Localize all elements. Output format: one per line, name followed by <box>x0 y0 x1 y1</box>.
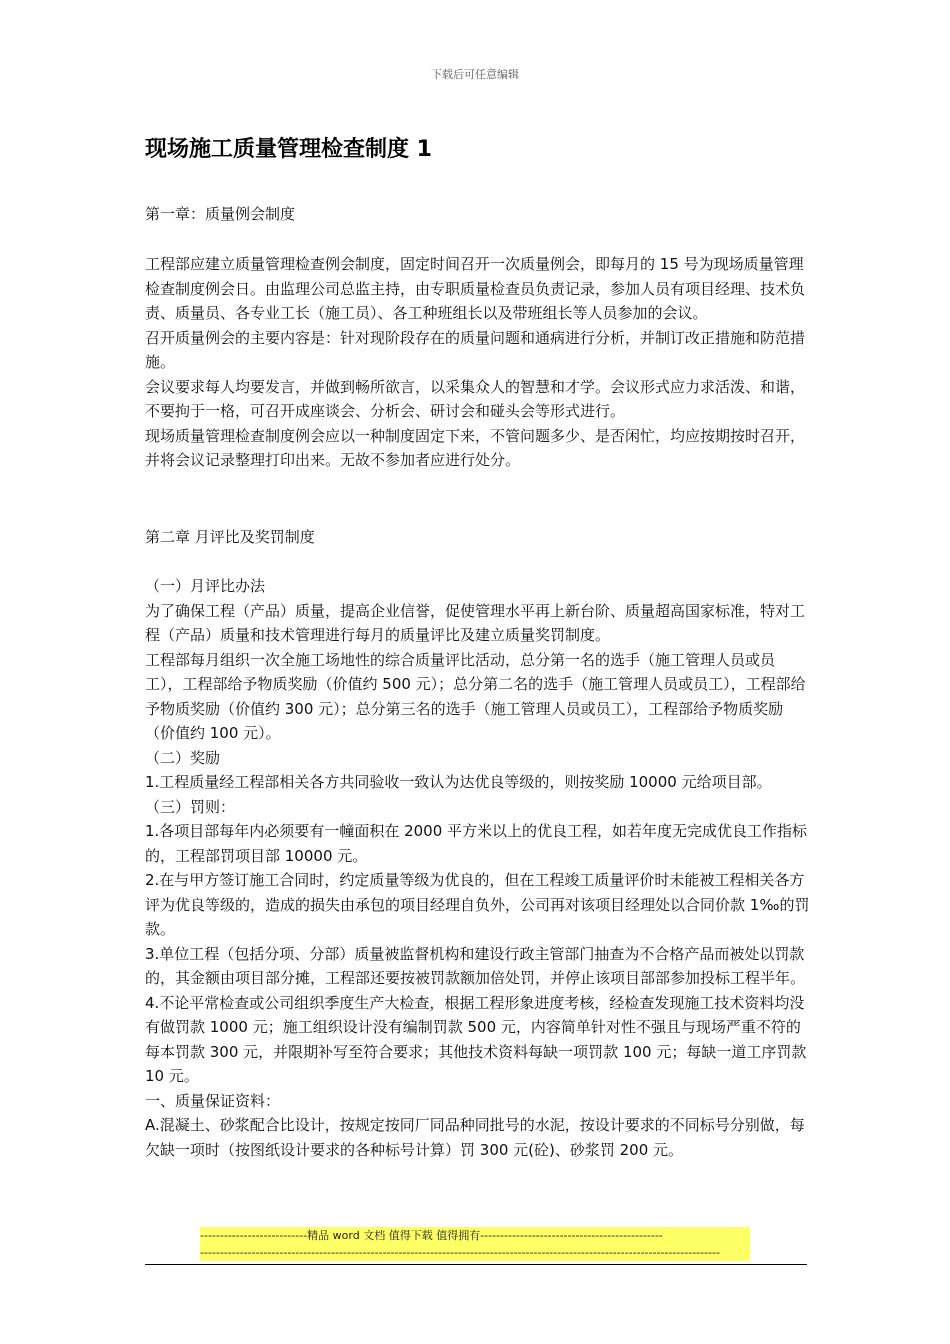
paragraph: 召开质量例会的主要内容是：针对现阶段存在的质量问题和通病进行分析，并制订改正措施和防范措施。 <box>145 328 806 371</box>
paragraph: 工程部应建立质量管理检查例会制度，固定时间召开一次质量例会，即每月的 15 号为现场质量管理检查制度例会日。由监理公司总监主持，由专职质量检查员负责记录，参加人员有项目经理、技术负责、质量员、各专业工长（施工员）、各工种班组长以及带班组长等人员参加的会议。 <box>145 255 806 322</box>
subheading: 一、质量保证资料： <box>145 1091 281 1110</box>
paragraph: 3.单位工程（包括分项、分部）质量被监督机构和建设行政主管部门抽查为不合格产品而被处以罚款的，其金额由项目部分摊，工程部还要按被罚款额加倍处罚，并停止该项目部部参加投标工程半年。 <box>145 944 806 987</box>
chapter1-body <box>145 252 810 473</box>
paragraph: 现场质量管理检查制度例会应以一种制度固定下来，不管问题多少、是否闲忙，均应按期按时召开，并将会议记录整理打印出来。无故不参加者应进行处分。 <box>145 426 806 469</box>
header-note: 下载后可任意编辑 <box>431 68 519 81</box>
footer-line-2: ----------------------------------------------------------------------------------------------------------------------------------- <box>200 1246 720 1259</box>
paragraph: 4.不论平常检查或公司组织季度生产大检查，根据工程形象进度考核，经检查发现施工技术资料均没有做罚款 1000 元；施工组织设计没有编制罚款 500 元，内容简单针对性不强且与现场严重不符的每本罚款 300 元，并限期补写至符合要求；其他技术资料每缺一项罚款 100 元；每缺一道工序罚款 10 元。 <box>145 993 807 1085</box>
footer-line-1: ---------------------------精品 word 文档 值得下载 值得拥有---------------------------------------------- <box>200 1229 663 1242</box>
chapter2-heading: 第二章 月评比及奖罚制度 <box>145 528 315 546</box>
paragraph: 2.在与甲方签订施工合同时，约定质量等级为优良的，但在工程竣工质量评价时未能被工程相关各方评为优良等级的，造成的损失由承包的项目经理自负外，公司再对该项目经理处以合同价款 1‰的罚款。 <box>145 871 810 938</box>
paragraph: 会议要求每人均要发言，并做到畅所欲言，以采集众人的智慧和才学。会议形式应力求活泼、和谐，不要拘于一格，可召开成座谈会、分析会、研讨会和碰头会等形式进行。 <box>145 377 806 420</box>
paragraph: 工程部每月组织一次全施工场地性的综合质量评比活动，总分第一名的选手（施工管理人员或员工），工程部给予物质奖励（价值约 500 元）；总分第二名的选手（施工管理人员或员工），工程部给予物质奖励（价值约 300 元）；总分第三名的选手（施工管理人员或员工），工程部给予物质奖励（价值约 100 元）。 <box>145 650 806 742</box>
paragraph: 为了确保工程（产品）质量，提高企业信誉，促使管理水平再上新台阶、质量超高国家标准，特对工程（产品）质量和技术管理进行每月的质量评比及建立质量奖罚制度。 <box>145 601 806 644</box>
chapter2-body <box>145 574 810 1162</box>
subheading: （二）奖励 <box>145 748 221 767</box>
paragraph: 1.工程质量经工程部相关各方共同验收一致认为达优良等级的，则按奖励 10000 元给项目部。 <box>145 773 772 791</box>
footer-rule <box>145 1264 807 1265</box>
subheading: （三）罚则： <box>145 797 236 816</box>
chapter1-heading: 第一章：质量例会制度 <box>145 205 296 223</box>
footer-banner <box>200 1227 750 1261</box>
subheading: （一）月评比办法 <box>145 577 266 595</box>
paragraph: 1.各项目部每年内必须要有一幢面积在 2000 平方米以上的优良工程，如若年度无完成优良工作指标的，工程部罚项目部 10000 元。 <box>145 822 808 865</box>
paragraph: A.混凝土、砂浆配合比设计，按规定按同厂同品种同批号的水泥，按设计要求的不同标号分别做，每欠缺一项时（按图纸设计要求的各种标号计算）罚 300 元(砼)、砂浆罚 200 元。 <box>145 1116 805 1159</box>
document-title: 现场施工质量管理检查制度 1 <box>145 137 432 162</box>
